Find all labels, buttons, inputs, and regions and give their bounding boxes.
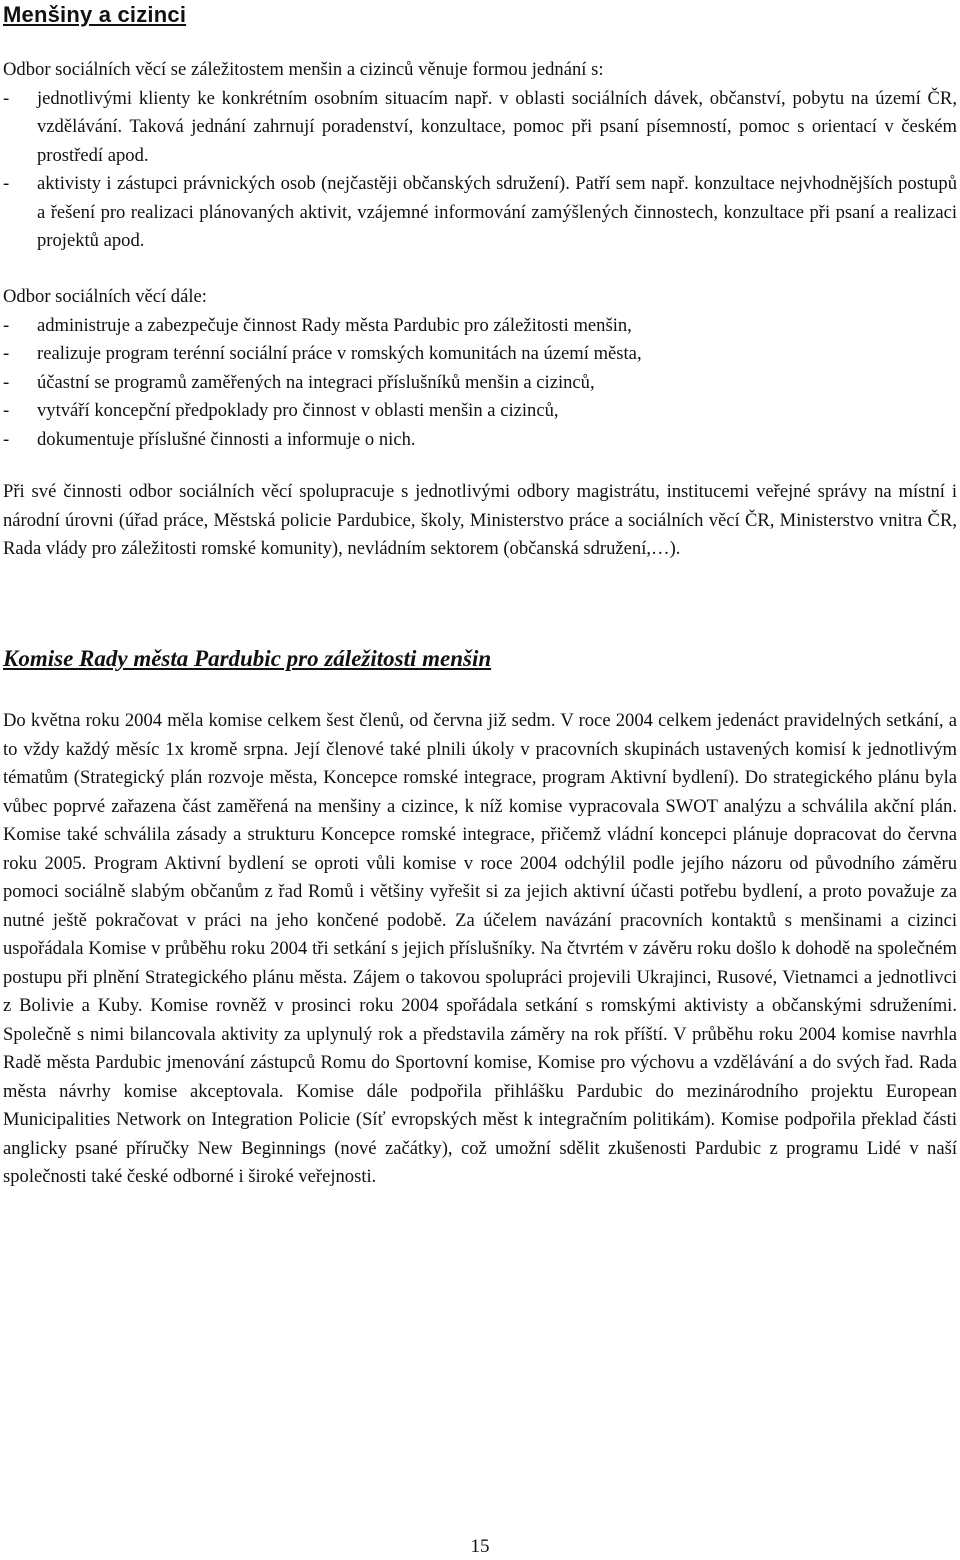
duty-item	[3, 426, 957, 455]
list-dash: -	[3, 343, 10, 364]
list-dash: -	[3, 371, 10, 393]
intro-item-clients	[3, 85, 957, 171]
cooperation-text: Při své činnosti odbor sociálních věcí spolupracuje s jednotlivými odbory magistrátu, institucemi veřejné správy na místní i národní úrovni (úřad práce, Městská policie Pardubice, školy, Ministerstvo práce a sociálních věcí ČR, Ministerstvo vnitra ČR, Rada vlády pro záležitosti romské komunity), nevládním sektorem (občanská sdružení,…).	[3, 481, 957, 559]
cooperation-paragraph	[3, 478, 957, 564]
duty-item-text: vytváří koncepční předpoklady pro činnost v oblasti menšin a cizinců,	[37, 400, 559, 421]
intro-block	[3, 56, 957, 256]
list-dash: -	[3, 428, 10, 450]
duty-item	[3, 340, 957, 369]
duties-lead: Odbor sociálních věcí dále:	[3, 286, 207, 307]
intro-item-text: jednotlivými klienty ke konkrétním osobním situacím např. v oblasti sociálních dávek, občanství, pobytu na území ČR, vzdělávání. Taková jednání zahrnují poradenství, konzultace, pomoc při psaní písemností, pomoc s orientací v českém prostředí apod.	[37, 87, 957, 166]
commission-text: Do května roku 2004 měla komise celkem šest členů, od června již sedm. V roce 2004 celkem jedenáct pravidelných setkání, a to vždy každý měsíc 1x kromě srpna. Její členové také plnili úkoly v pracovních skupinách ustavených komisí k jednotlivým tématům (Strategický plán rozvoje města, Koncepce romské integrace, program Aktivní bydlení). Do strategického plánu byla vůbec poprvé zařazena část zaměřená na menšiny a cizince, k níž komise vypracovala SWOT analýzu a schválila akční plán. Komise také schválila zásady a strukturu Koncepce romské integrace, přičemž vládní koncepci plánuje dopracovat do června roku 2005. Program Aktivní bydlení se oproti vůli komise v roce 2004 odchýlil podle jejího názoru od původního záměru pomoci sociálně slabým občanům z řad Romů i většiny vyřešit si za jejich aktivní účasti potřebu bydlení, a proto považuje za nutné ještě pokračovat v práci na jeho končené podobě. Za účelem navázání pracovních kontaktů s menšinami a cizinci uspořádala Komise v průběhu roku 2004 tři setkání s jejich příslušníky. Na čtvrtém v závěru roku došlo k dohodě na společném postupu při plnění Strategického plánu města. Zájem o takovou spolupráci projevili Ukrajinci, Rusové, Vietnamci a jednotlivci z Bolivie a Kuby. Komise rovněž v prosinci roku 2004 spořádala setkání s romskými aktivisty a občanskými sdruženími. Společně s nimi bilancovala aktivity za uplynulý rok a představila záměry na rok příští. V průběhu roku 2004 komise navrhla Radě města Pardubic jmenování zástupců Romu do Sportovní komise, Komise pro výchovu a vzdělávání a do svých řad. Rada města návrhy komise akceptovala. Komise dále podpořila přihlášku Pardubic do mezinárodního projektu European Municipalities Network on Integration Policie (Síť evropských měst k integračním politikám). Komise podpořila překlad části anglicky psané příručky New Beginnings (nové začátky), což umožní sdělit zkušenosti Pardubic z programu Lidé v naší společnosti také české odborné i široké veřejnosti.	[3, 710, 957, 1187]
list-dash: -	[3, 87, 10, 109]
intro-item-activists	[3, 170, 957, 256]
commission-paragraph	[3, 707, 957, 1192]
intro-lead: Odbor sociálních věcí se záležitostem menšin a cizinců věnuje formou jednání s:	[3, 59, 604, 80]
commission-title: Komise Rady města Pardubic pro záležitosti menšin	[3, 646, 492, 671]
duty-item	[3, 397, 957, 426]
duty-item-text: administruje a zabezpečuje činnost Rady města Pardubic pro záležitosti menšin,	[37, 314, 632, 336]
list-dash: -	[3, 400, 10, 421]
duties-block	[3, 283, 957, 454]
duty-item	[3, 369, 957, 398]
duty-item-text: účastní se programů zaměřených na integraci příslušníků menšin a cizinců,	[37, 371, 595, 393]
duty-item-text: dokumentuje příslušné činnosti a informuje o nich.	[37, 428, 416, 450]
intro-item-text: aktivisty i zástupci právnických osob (nejčastěji občanských sdružení). Patří sem např. konzultace nejvhodnějších postupů a řešení pro realizaci plánovaných aktivit, vzájemné informování zamýšlených činnostech, konzultace při psaní a realizaci projektů apod.	[37, 173, 957, 251]
duty-item	[3, 312, 957, 341]
list-dash: -	[3, 173, 10, 194]
section-title: Menšiny a cizinci	[3, 2, 187, 27]
duty-item-text: realizuje program terénní sociální práce v romských komunitách na území města,	[37, 343, 642, 364]
page-number: 15	[470, 1536, 490, 1557]
list-dash: -	[3, 314, 10, 336]
